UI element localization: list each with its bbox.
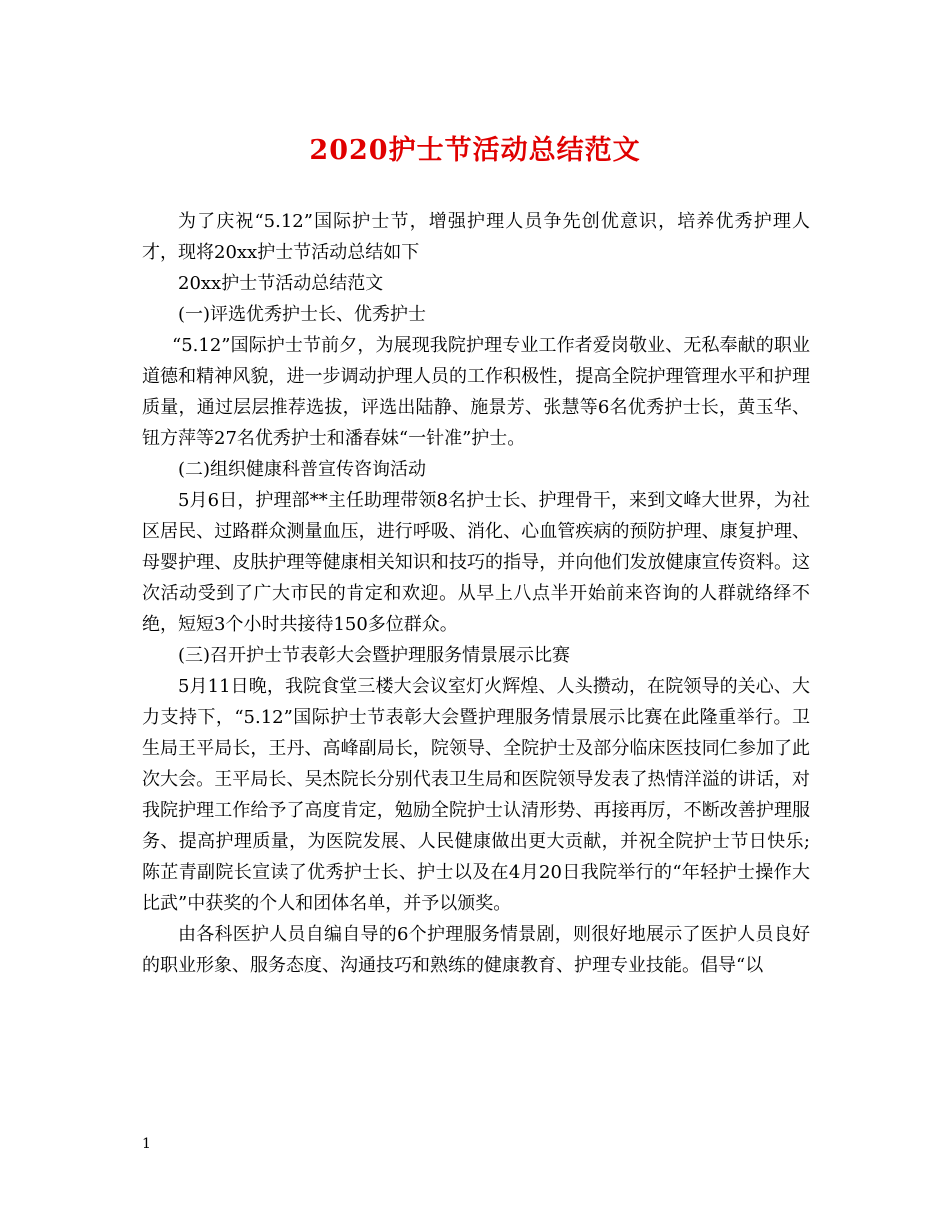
paragraph-subtitle: 20xx护士节活动总结范文 (178, 273, 384, 294)
page-number: 1 (142, 1136, 151, 1152)
paragraph-intro: 为了庆祝“5.12”国际护士节，增强护理人员争先创优意识，培养优秀护理人才，现将20xx护士节活动总结如下 (142, 211, 810, 263)
document-title: 2020护士节活动总结范文 (309, 135, 641, 166)
section-heading-1: (一)评选优秀护士长、优秀护士 (178, 304, 427, 325)
section-heading-2: (二)组织健康科普宣传咨询活动 (178, 459, 427, 480)
document-body (142, 206, 810, 981)
paragraph-section-3: 5月11日晚，我院食堂三楼大会议室灯火辉煌、人头攒动，在院领导的关心、大力支持下，“5.12”国际护士节表彰大会暨护理服务情景展示比赛在此隆重举行。卫生局王平局长，王丹、高峰副局长，院领导、全院护士及部分临床医技同仁参加了此次大会。王平局长、吴杰院长分别代表卫生局和医院领导发表了热情洋溢的讲话，对我院护理工作给予了高度肯定，勉励全院护士认清形势、再接再厉，不断改善护理服务、提高护理质量，为医院发展、人民健康做出更大贡献，并祝全院护士节日快乐;陈芷青副院长宣读了优秀护士长、护士以及在4月20日我院举行的“年轻护士操作大比武”中获奖的个人和团体名单，并予以颁奖。 (142, 676, 810, 914)
paragraph-section-3-continued: 由各科医护人员自编自导的6个护理服务情景剧，则很好地展示了医护人员良好的职业形象、服务态度、沟通技巧和熟练的健康教育、护理专业技能。倡导“以 (142, 924, 810, 976)
paragraph-section-2: 5月6日，护理部**主任助理带领8名护士长、护理骨干，来到文峰大世界，为社区居民、过路群众测量血压，进行呼吸、消化、心血管疾病的预防护理、康复护理、母婴护理、皮肤护理等健康相关知识和技巧的指导，并向他们发放健康宣传资料。这次活动受到了广大市民的肯定和欢迎。从早上八点半开始前来咨询的人群就络绎不绝，短短3个小时共接待150多位群众。 (142, 490, 810, 635)
section-heading-3: (三)召开护士节表彰大会暨护理服务情景展示比赛 (178, 645, 571, 666)
paragraph-section-1: “5.12”国际护士节前夕，为展现我院护理专业工作者爱岗敬业、无私奉献的职业道德和精神风貌，进一步调动护理人员的工作积极性，提高全院护理管理水平和护理质量，通过层层推荐选拔，评选出陆静、施景芳、张慧等6名优秀护士长，黄玉华、钮方萍等27名优秀护士和潘春妹“一针准”护士。 (142, 335, 810, 449)
